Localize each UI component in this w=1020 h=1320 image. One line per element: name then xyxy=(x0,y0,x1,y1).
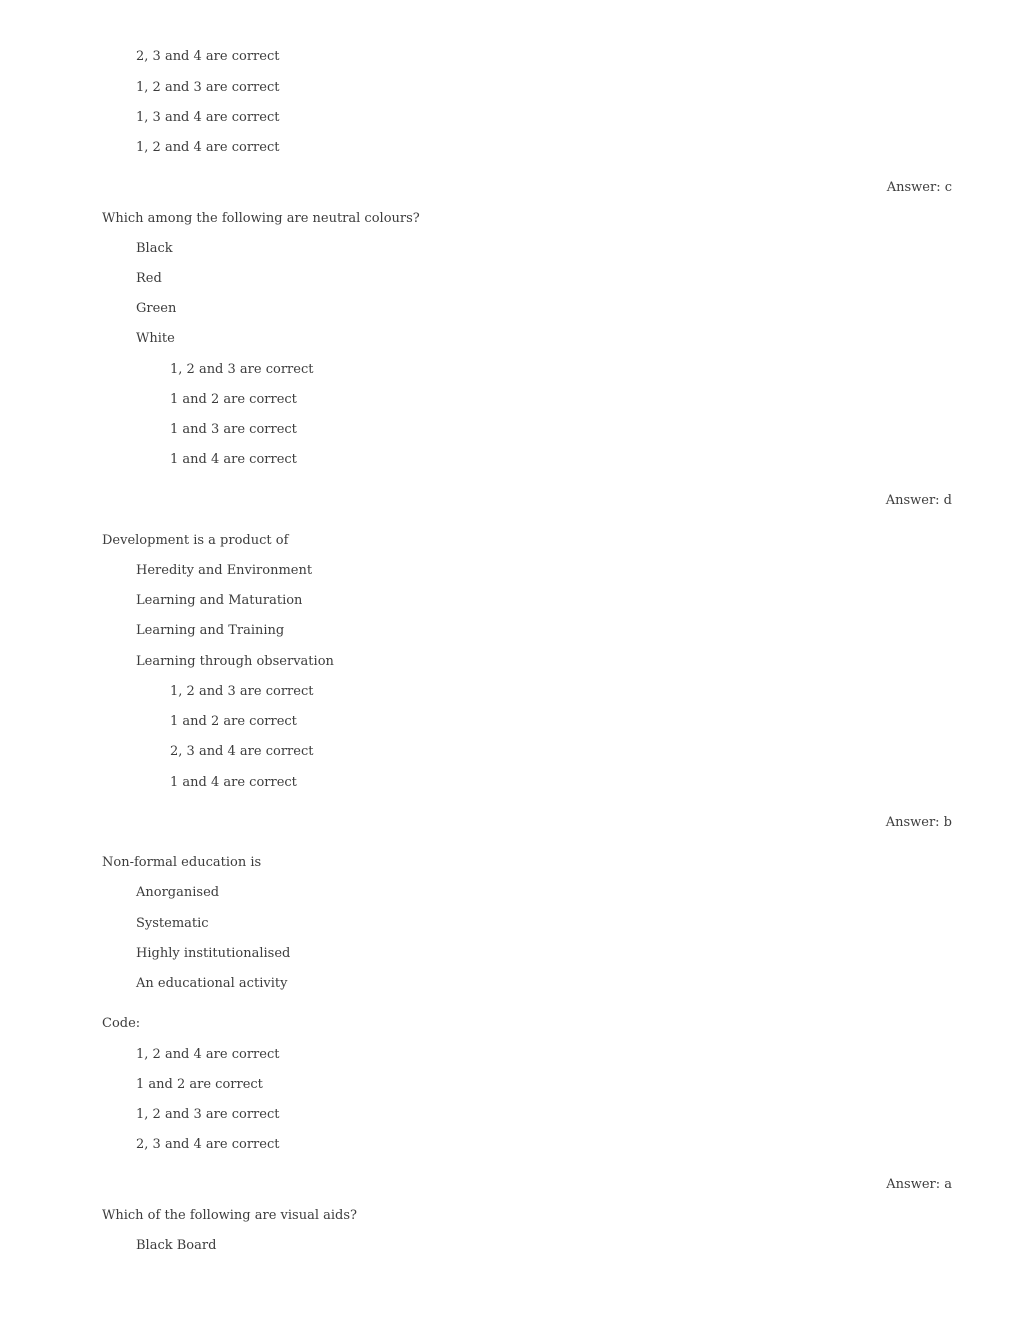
option-text: Learning and Training xyxy=(136,623,285,638)
q15-answer: Answer: c xyxy=(886,180,952,195)
question-text: Non-formal education is xyxy=(102,855,262,870)
option-text: Systematic xyxy=(136,916,209,931)
sub-option-text: 1, 2 and 3 are correct xyxy=(170,684,314,699)
option-text: 1, 2 and 4 are correct xyxy=(136,1047,280,1062)
option-text: Green xyxy=(136,301,177,316)
option-text: Black Board xyxy=(136,1238,217,1253)
q18-answer: Answer: a xyxy=(886,1177,952,1192)
q18-code-label: Code: xyxy=(102,1016,141,1031)
option-text: 1, 2 and 4 are correct xyxy=(136,140,280,155)
question-text: Which among the following are neutral colours? xyxy=(102,211,420,226)
option-text: 1 and 2 are correct xyxy=(136,1077,263,1092)
option-text: An educational activity xyxy=(136,976,288,991)
option-text: Heredity and Environment xyxy=(136,563,313,578)
option-text: White xyxy=(136,331,175,346)
option-text: Black xyxy=(136,241,173,256)
q16-answer: Answer: d xyxy=(885,493,952,508)
sub-option-text: 2, 3 and 4 are correct xyxy=(170,744,314,759)
option-text: Anorganised xyxy=(136,885,220,900)
sub-option-text: 1, 2 and 3 are correct xyxy=(170,362,314,377)
question-text: Which of the following are visual aids? xyxy=(102,1208,358,1223)
option-text: Highly institutionalised xyxy=(136,946,291,961)
question-text: Development is a product of xyxy=(102,533,289,548)
q17-answer: Answer: b xyxy=(885,815,952,830)
option-text: Red xyxy=(136,271,162,286)
option-text: Learning and Maturation xyxy=(136,593,303,608)
sub-option-text: 1 and 2 are correct xyxy=(170,714,297,729)
sub-option-text: 1 and 4 are correct xyxy=(170,452,297,467)
option-text: 2, 3 and 4 are correct xyxy=(136,49,280,64)
sub-option-text: 1 and 3 are correct xyxy=(170,422,297,437)
sub-option-text: 1 and 2 are correct xyxy=(170,392,297,407)
option-text: 1, 2 and 3 are correct xyxy=(136,1107,280,1122)
sub-option-text: 1 and 4 are correct xyxy=(170,775,297,790)
option-text: 2, 3 and 4 are correct xyxy=(136,1137,280,1152)
option-text: 1, 3 and 4 are correct xyxy=(136,110,280,125)
option-text: 1, 2 and 3 are correct xyxy=(136,80,280,95)
option-text: Learning through observation xyxy=(136,654,334,669)
